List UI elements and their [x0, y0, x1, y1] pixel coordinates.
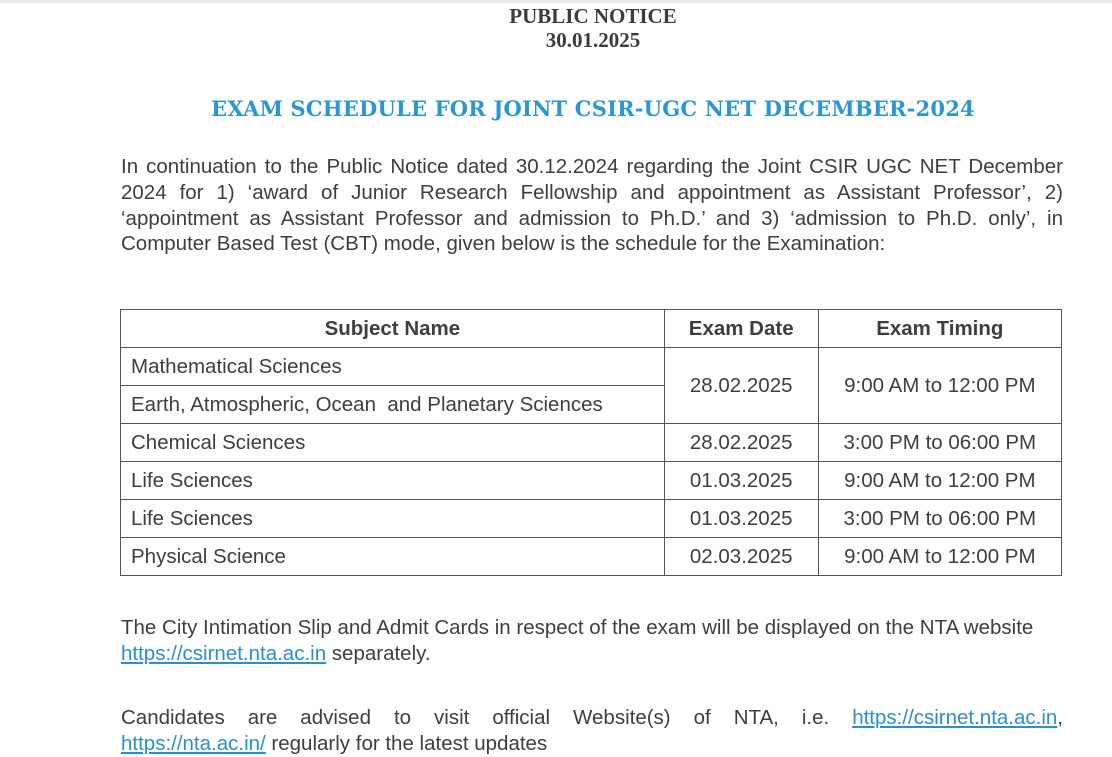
subject-cell: Life Sciences	[121, 500, 665, 538]
advisory-text: Candidates are advised to visit official Website(s) of NTA, i.e.	[121, 706, 853, 729]
advisory-paragraph	[121, 705, 1063, 757]
subject-cell: Physical Science	[121, 538, 665, 576]
nta-link[interactable]: https://nta.ac.in/	[121, 732, 266, 755]
date-cell: 28.02.2025	[664, 424, 818, 462]
timing-cell: 9:00 AM to 12:00 PM	[818, 348, 1061, 424]
date-cell: 01.03.2025	[664, 500, 818, 538]
timing-cell: 3:00 PM to 06:00 PM	[818, 424, 1061, 462]
subject-cell: Earth, Atmospheric, Ocean and Planetary Sciences	[121, 386, 665, 424]
table-header-row	[121, 310, 1062, 348]
page-top-edge	[0, 0, 1112, 3]
column-header-timing: Exam Timing	[818, 310, 1061, 348]
date-cell: 01.03.2025	[664, 462, 818, 500]
advisory-line-1	[121, 705, 1063, 731]
admit-card-text-end: separately.	[326, 642, 431, 665]
csirnet-link[interactable]: https://csirnet.nta.ac.in	[121, 642, 327, 665]
exam-schedule-title: EXAM SCHEDULE FOR JOINT CSIR-UGC NET DECEMBER-2024	[211, 96, 975, 121]
table-row	[121, 500, 1062, 538]
column-header-subject: Subject Name	[121, 310, 665, 348]
subject-cell: Life Sciences	[121, 462, 665, 500]
notice-date: 30.01.2025	[545, 28, 641, 52]
subject-cell: Mathematical Sciences	[121, 348, 665, 386]
admit-card-paragraph	[121, 615, 1063, 667]
date-cell: 02.03.2025	[664, 538, 818, 576]
table-row	[121, 538, 1062, 576]
link-separator: ,	[1057, 706, 1063, 729]
date-cell: 28.02.2025	[664, 348, 818, 424]
intro-paragraph: In continuation to the Public Notice dated 30.12.2024 regarding the Joint CSIR UGC NET December 2024 for 1) ‘award of Junior Research Fellowship and appointment as Assistant Professor’, 2) ‘appointment as Assistant Professor and admission to Ph.D.’ and 3) ‘admission to Ph.D. only’, in Computer Based Test (CBT) mode, given below is the schedule for the Examination:	[121, 155, 1063, 256]
column-header-date: Exam Date	[664, 310, 818, 348]
timing-cell: 3:00 PM to 06:00 PM	[818, 500, 1061, 538]
exam-schedule-table	[120, 309, 1062, 576]
table-row	[121, 348, 1062, 386]
csirnet-link-2[interactable]: https://csirnet.nta.ac.in	[852, 706, 1058, 729]
notice-label: PUBLIC NOTICE	[509, 4, 677, 28]
timing-cell: 9:00 AM to 12:00 PM	[818, 538, 1061, 576]
advisory-text-end: regularly for the latest updates	[265, 732, 548, 755]
timing-cell: 9:00 AM to 12:00 PM	[818, 462, 1061, 500]
table-row	[121, 424, 1062, 462]
notice-header	[0, 4, 1112, 52]
subject-cell: Chemical Sciences	[121, 424, 665, 462]
admit-card-text: The City Intimation Slip and Admit Cards in respect of the exam will be displayed on the NTA website	[121, 616, 1034, 639]
table-row	[121, 462, 1062, 500]
